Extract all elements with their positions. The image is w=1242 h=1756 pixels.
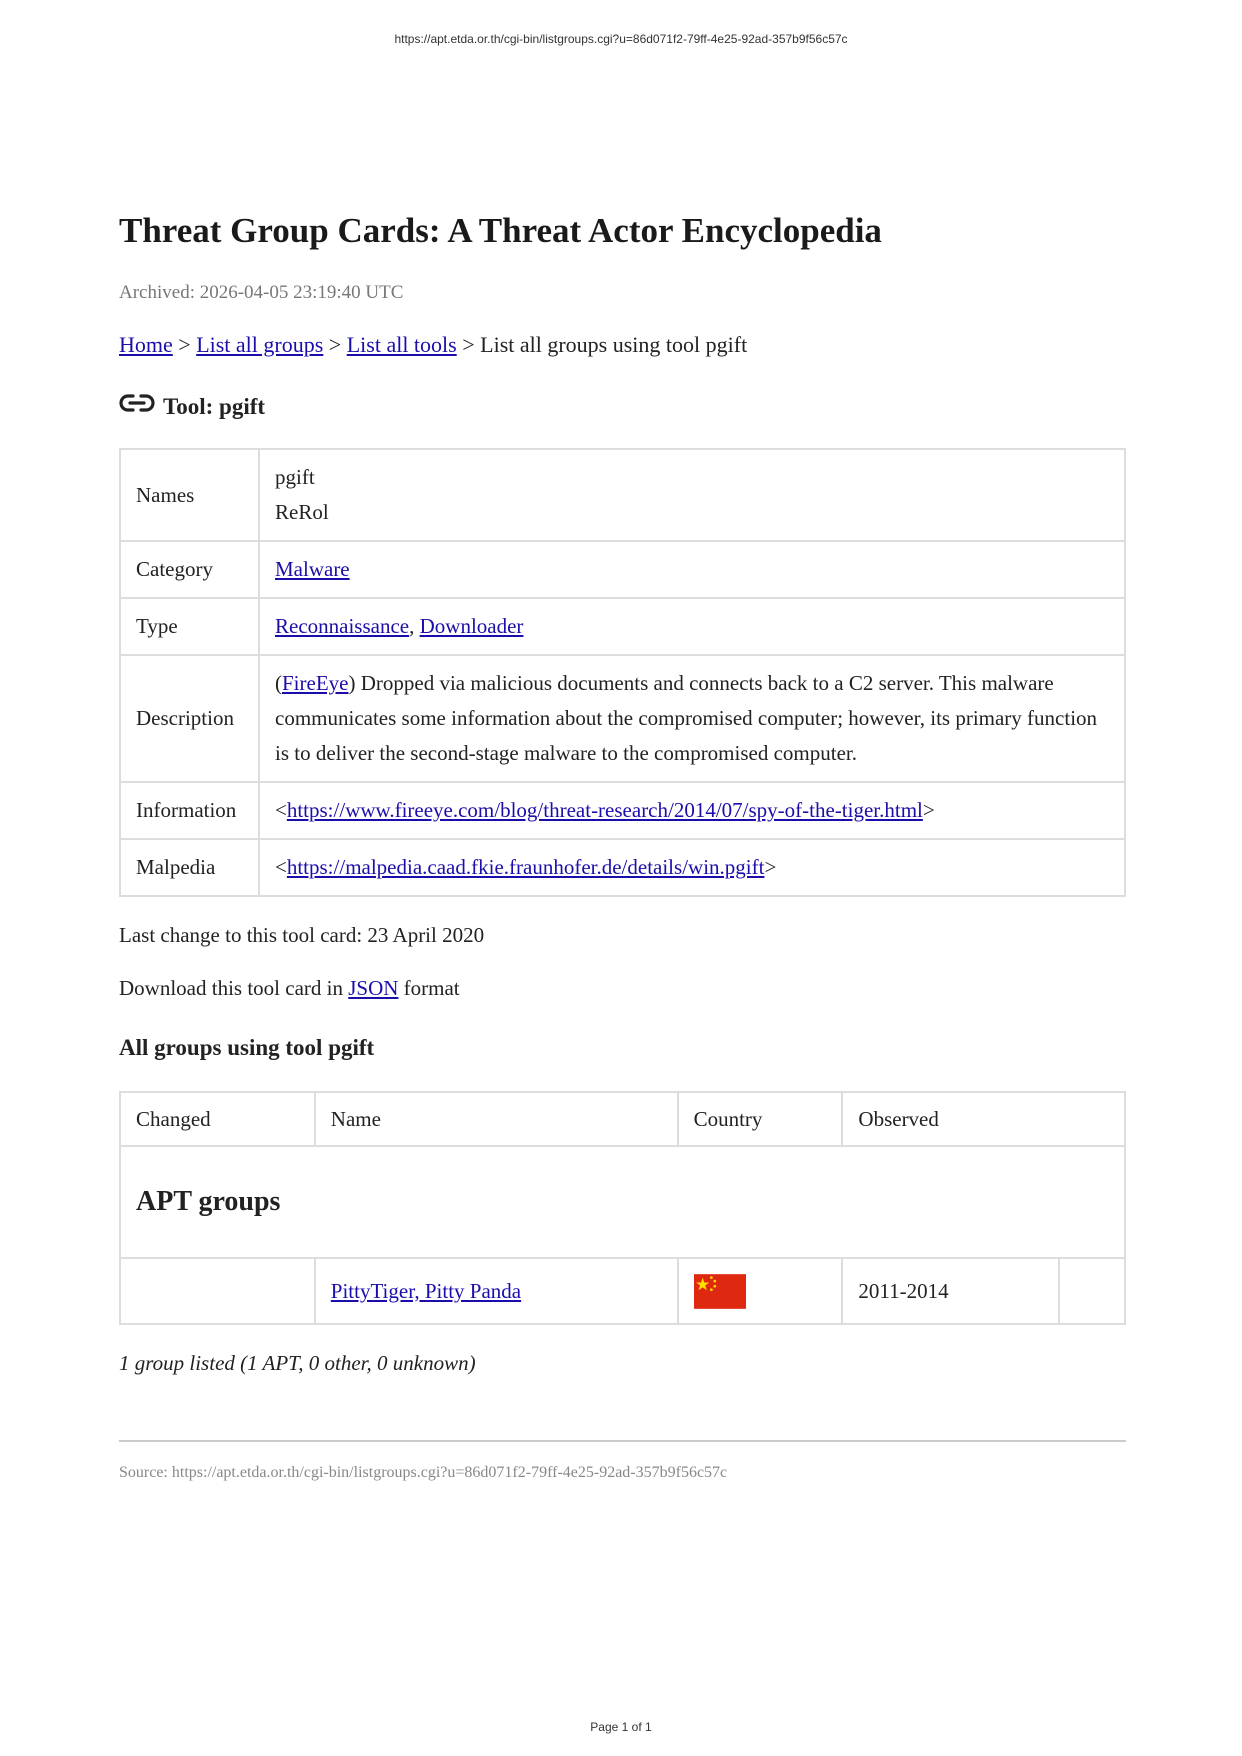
- table-row: [120, 1258, 1125, 1324]
- column-header-observed: Observed: [842, 1092, 1125, 1146]
- description-value: [259, 655, 1125, 782]
- group-name-link[interactable]: PittyTiger, Pitty Panda: [330, 1278, 522, 1303]
- page-number: Page 1 of 1: [590, 1720, 652, 1734]
- groups-summary: 1 group listed (1 APT, 0 other, 0 unknown): [119, 1351, 476, 1375]
- malpedia-label: Malpedia: [120, 839, 259, 896]
- tool-heading: [119, 392, 1126, 420]
- names-value: [259, 449, 1125, 541]
- information-link[interactable]: https://www.fireeye.com/blog/threat-research/2014/07/spy-of-the-tiger.html: [286, 798, 923, 822]
- information-row: [120, 782, 1125, 839]
- groups-heading: All groups using tool pgift: [119, 1035, 375, 1060]
- source-url: Source: https://apt.etda.or.th/cgi-bin/listgroups.cgi?u=86d071f2-79ff-4e25-92ad-357b9f56c57c: [119, 1464, 728, 1481]
- angle-close: >: [764, 855, 777, 879]
- column-header-name: Name: [315, 1092, 678, 1146]
- category-row: [120, 541, 1125, 598]
- extra-cell: [1059, 1258, 1125, 1324]
- breadcrumb-separator: >: [178, 332, 191, 357]
- name-item: ReRol: [275, 500, 329, 524]
- column-header-country: Country: [678, 1092, 843, 1146]
- type-separator: ,: [409, 614, 415, 638]
- description-paren: (: [275, 671, 282, 695]
- section-title: APT groups: [120, 1146, 1125, 1258]
- description-label: Description: [120, 655, 259, 782]
- page-title: Threat Group Cards: A Threat Actor Encyclopedia: [119, 211, 882, 250]
- china-flag-icon: [694, 1274, 746, 1309]
- download-prefix: Download this tool card in: [119, 976, 343, 1000]
- breadcrumb: [119, 332, 1126, 358]
- breadcrumb-current: List all groups using tool pgift: [480, 332, 748, 357]
- download-json-link[interactable]: JSON: [348, 976, 399, 1000]
- name-cell: [315, 1258, 678, 1324]
- information-value: [259, 782, 1125, 839]
- groups-header-row: [120, 1092, 1125, 1146]
- tool-card-table: [119, 448, 1126, 897]
- download-suffix: format: [403, 976, 460, 1000]
- description-source-link[interactable]: FireEye: [282, 671, 349, 695]
- description-text: ) Dropped via malicious documents and connects back to a C2 server. This malware communicates some information about the compromised computer; however, its primary function is to deliver the second-stage malware to the compromised computer.: [275, 671, 1098, 765]
- breadcrumb-separator: >: [328, 332, 342, 357]
- groups-table: [119, 1091, 1126, 1325]
- malpedia-link[interactable]: https://malpedia.caad.fkie.fraunhofer.de/details/win.pgift: [286, 855, 765, 879]
- last-change-text: Last change to this tool card: 23 April 2020: [119, 923, 485, 947]
- changed-cell: [120, 1258, 315, 1324]
- angle-open: <: [275, 798, 287, 822]
- type-value: [259, 598, 1125, 655]
- malpedia-value: [259, 839, 1125, 896]
- link-icon: [119, 392, 155, 414]
- type-link-downloader[interactable]: Downloader: [419, 614, 524, 638]
- observed-cell: 2011-2014: [842, 1258, 1058, 1324]
- tool-heading-text: Tool: pgift: [163, 394, 266, 419]
- main-content: [119, 210, 1126, 1482]
- archived-timestamp: Archived: 2026-04-05 23:19:40 UTC: [119, 282, 404, 303]
- angle-close: >: [922, 798, 935, 822]
- category-link[interactable]: Malware: [275, 557, 350, 581]
- breadcrumb-all-groups-link[interactable]: List all groups: [196, 332, 324, 357]
- description-row: [120, 655, 1125, 782]
- type-row: [120, 598, 1125, 655]
- category-label: Category: [120, 541, 259, 598]
- country-cell: [678, 1258, 843, 1324]
- type-link-reconnaissance[interactable]: Reconnaissance: [275, 614, 410, 638]
- type-label: Type: [120, 598, 259, 655]
- angle-open: <: [275, 855, 287, 879]
- names-label: Names: [120, 449, 259, 541]
- section-row: [120, 1146, 1125, 1258]
- divider: [119, 1440, 1126, 1442]
- breadcrumb-all-tools-link[interactable]: List all tools: [346, 332, 457, 357]
- information-label: Information: [120, 782, 259, 839]
- malpedia-row: [120, 839, 1125, 896]
- names-row: [120, 449, 1125, 541]
- print-header-url: https://apt.etda.or.th/cgi-bin/listgroups.cgi?u=86d071f2-79ff-4e25-92ad-357b9f56c57c: [394, 32, 848, 46]
- download-line: [119, 976, 1126, 1001]
- name-item: pgift: [275, 465, 315, 489]
- column-header-changed: Changed: [120, 1092, 315, 1146]
- breadcrumb-separator: >: [462, 332, 475, 357]
- category-value: [259, 541, 1125, 598]
- breadcrumb-home-link[interactable]: Home: [119, 332, 173, 357]
